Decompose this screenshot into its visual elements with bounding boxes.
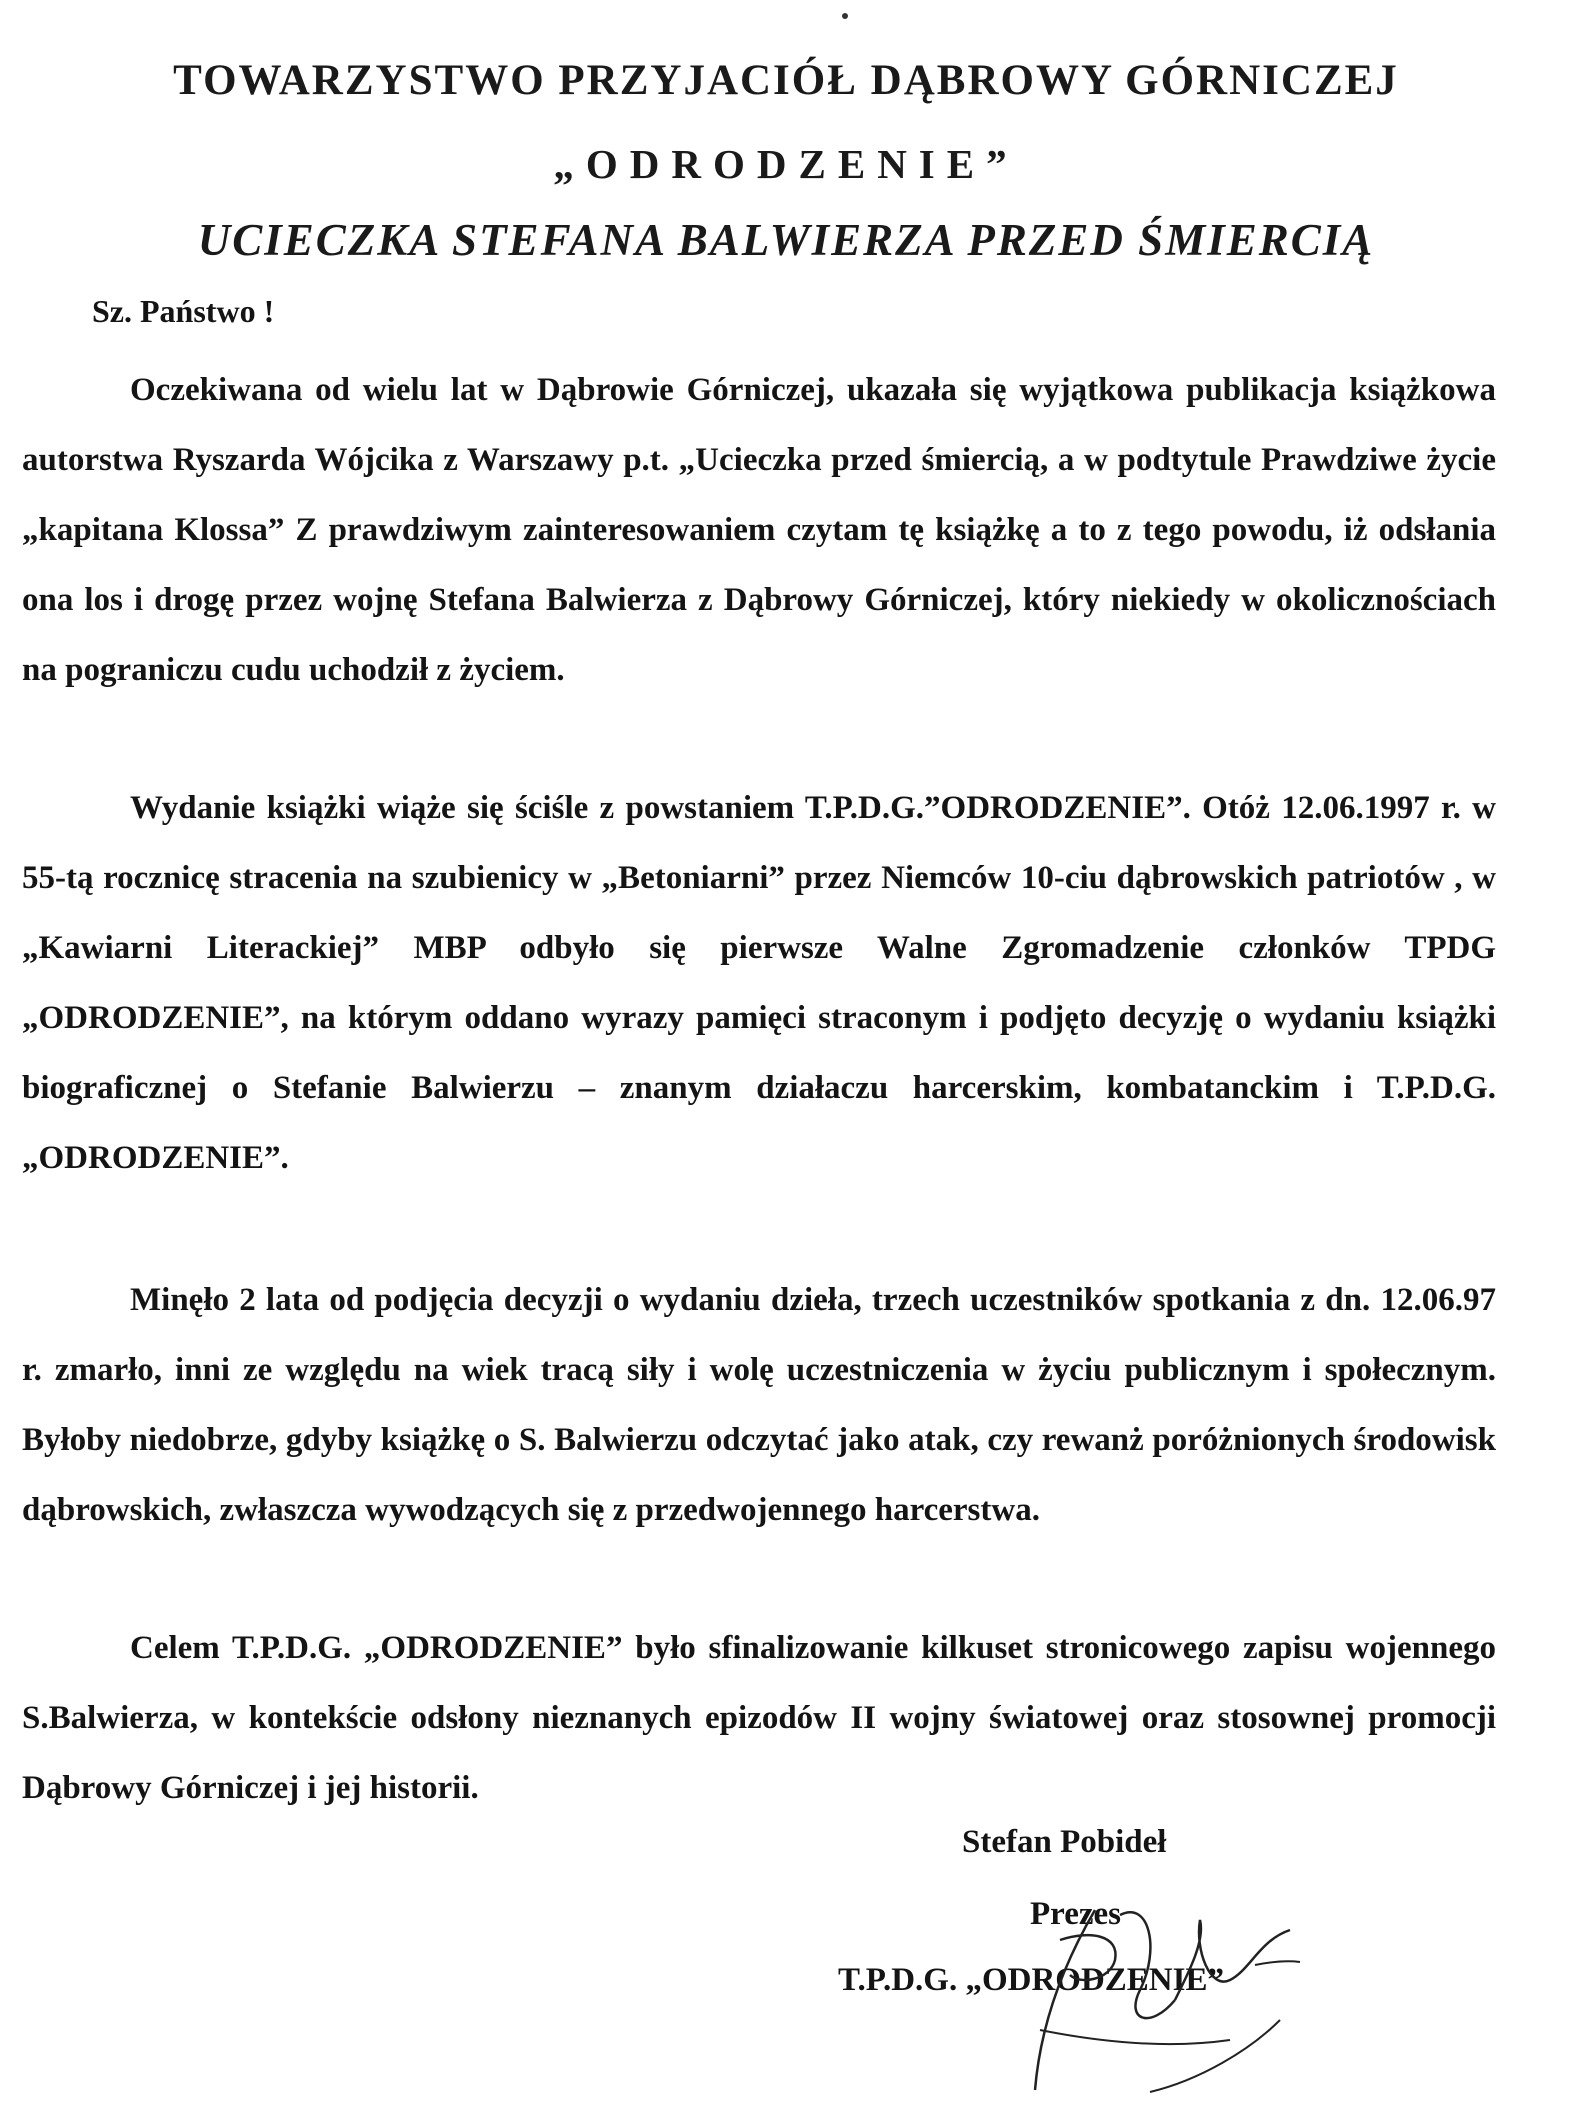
- paragraph-4: Celem T.P.D.G. „ODRODZENIE” było sfinalizowanie kilkuset stronicowego zapisu wojennego S.Balwierza, w kontekście odsłony nieznanych epizodów II wojny światowej oraz stosownej promocji Dąbrowy Górniczej i jej historii.: [22, 1630, 1496, 1806]
- salutation: Sz. Państwo !: [92, 293, 275, 329]
- paragraph-2: Wydanie książki wiąże się ściśle z powstaniem T.P.D.G.”ODRODZENIE”. Otóż 12.06.1997 r. w 55-tą rocznicę stracenia na szubienicy w „Betoniarni” przez Niemców 10-ciu dąbrowskich patriotów , w „Kawiarni Literackiej” MBP odbyło się pierwsze Walne Zgromadzenie członków TPDG „ODRODZENIE”, na którym oddano wyrazy pamięci straconym i podjęto decyzję o wydaniu książki biograficznej o Stefanie Balwierzu – znanym działaczu harcerskim, kombatanckim i T.P.D.G. „ODRODZENIE”.: [22, 790, 1496, 1176]
- handwritten-signature: [1000, 1880, 1330, 2100]
- organization-name-heading: „ODRODZENIE”: [553, 141, 1019, 187]
- scan-speck: [842, 13, 848, 19]
- organization-heading: TOWARZYSTWO PRZYJACIÓŁ DĄBROWY GÓRNICZEJ: [173, 57, 1399, 104]
- paragraph-1: Oczekiwana od wielu lat w Dąbrowie Górniczej, ukazała się wyjątkowa publikacja książkowa autorstwa Ryszarda Wójcika z Warszawy p.t. „Ucieczka przed śmiercią, a w podtytule Prawdziwe życie „kapitana Klossa” Z prawdziwym zainteresowaniem czytam tę książkę a to z tego powodu, iż odsłania ona los i drogę przez wojnę Stefana Balwierza z Dąbrowy Górniczej, który niekiedy w okolicznościach na pograniczu cudu uchodził z życiem.: [22, 372, 1496, 688]
- document-title: UCIECZKA STEFANA BALWIERZA PRZED ŚMIERCIĄ: [197, 215, 1375, 265]
- signatory-name: Stefan Pobideł: [962, 1824, 1167, 1860]
- paragraph-3: Minęło 2 lata od podjęcia decyzji o wydaniu dzieła, trzech uczestników spotkania z dn. 12.06.97 r. zmarło, inni ze względu na wiek tracą siły i wolę uczestniczenia w życiu publicznym i społecznym. Byłoby niedobrze, gdyby książkę o S. Balwierzu odczytać jako atak, czy rewanż poróżnionych środowisk dąbrowskich, zwłaszcza wywodzących się z przedwojennego harcerstwa.: [22, 1282, 1496, 1528]
- signatory-role: Prezes: [1030, 1896, 1121, 1932]
- signatory-organization: T.P.D.G. „ODRODZENIE”: [838, 1962, 1224, 1998]
